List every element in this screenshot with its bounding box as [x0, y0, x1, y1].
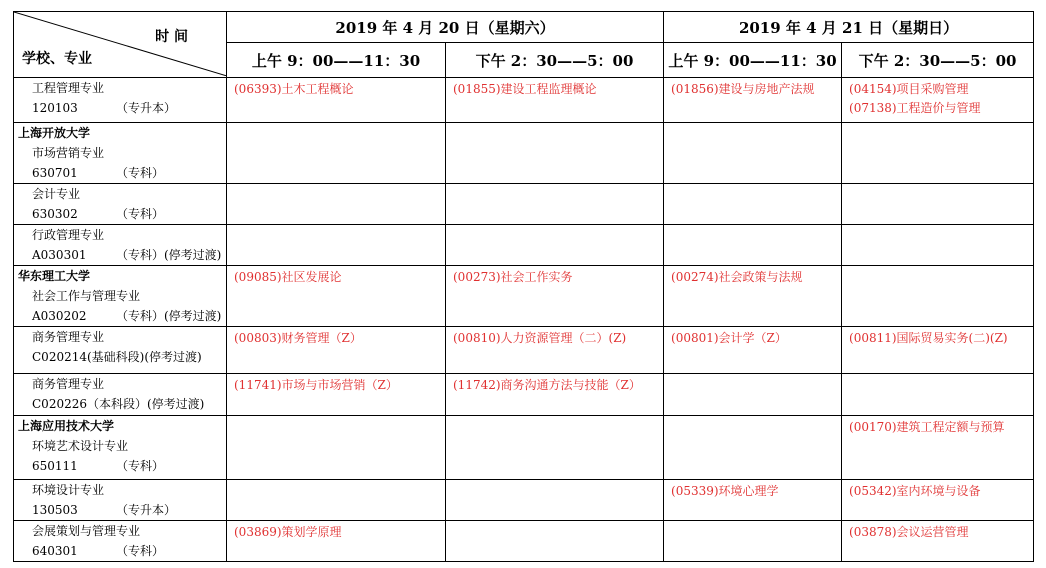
school-major-cell [14, 184, 227, 225]
major-code-line [20, 456, 224, 476]
major-code-line [20, 500, 224, 520]
schedule-body [14, 78, 1034, 562]
table-row [14, 123, 1034, 184]
course-cell [446, 123, 664, 184]
course-cell [842, 374, 1034, 416]
major-code: 640301 [32, 544, 78, 558]
major-level-note: （专科） [116, 544, 165, 558]
school-major-cell [14, 266, 227, 327]
major-name: 社会工作与管理专业 [32, 289, 141, 303]
major-level-note: （专升本） [116, 101, 177, 115]
major-code: 650111 [32, 459, 78, 473]
table-row [14, 225, 1034, 266]
course-cell [227, 184, 446, 225]
major-level-note: （专科） [116, 459, 165, 473]
major-name: 市场营销专业 [32, 146, 105, 160]
major-code: C020226（本科段） [32, 397, 147, 411]
slot-header-day2-am: 上午 9：00——11：30 [664, 43, 842, 78]
slot-header-day1-pm: 下午 2：30——5：00 [446, 43, 664, 78]
major-level-note: (停考过渡) [147, 397, 205, 411]
school-major-cell [14, 480, 227, 521]
course-entry: (00810)人力资源管理（二）(Z) [453, 331, 627, 345]
corner-time-label: 时 间 [155, 29, 188, 45]
course-cell [446, 327, 664, 374]
course-cell [446, 225, 664, 266]
major-code-line [20, 306, 224, 326]
course-entry: (03869)策划学原理 [234, 525, 342, 539]
major-code: 120103 [32, 101, 78, 115]
course-cell [227, 416, 446, 480]
course-entry: (00811)国际贸易实务(二)(Z) [849, 331, 1008, 345]
school-name: 华东理工大学 [18, 269, 91, 283]
major-level-note: （专科）(停考过渡) [116, 248, 222, 262]
school-major-cell [14, 78, 227, 123]
school-name: 上海应用技术大学 [18, 419, 115, 433]
course-cell [842, 480, 1034, 521]
major-code-line [20, 541, 224, 561]
course-cell [227, 374, 446, 416]
course-entry: (00170)建筑工程定额与预算 [849, 420, 1005, 434]
table-row [14, 266, 1034, 327]
major-name: 会计专业 [32, 187, 81, 201]
slot-header-day1-am: 上午 9：00——11：30 [227, 43, 446, 78]
major-code-line [20, 204, 224, 224]
major-level-note: （专科） [116, 166, 165, 180]
course-cell [227, 225, 446, 266]
school-major-cell [14, 416, 227, 480]
course-cell [446, 78, 664, 123]
course-entry: (05339)环境心理学 [671, 484, 779, 498]
major-level-note: （专科） [116, 207, 165, 221]
course-cell [446, 416, 664, 480]
course-entry: (07138)工程造价与管理 [849, 101, 981, 115]
school-major-cell [14, 374, 227, 416]
table-row [14, 416, 1034, 480]
course-entry: (00274)社会政策与法规 [671, 270, 803, 284]
table-row [14, 374, 1034, 416]
course-entry: (00803)财务管理（Z） [234, 331, 362, 345]
major-code: 130503 [32, 503, 78, 517]
table-row [14, 184, 1034, 225]
major-name: 行政管理专业 [32, 228, 105, 242]
course-cell [227, 327, 446, 374]
course-cell [664, 521, 842, 562]
course-cell [664, 327, 842, 374]
course-cell [446, 480, 664, 521]
major-name: 环境设计专业 [32, 483, 105, 497]
course-cell [664, 374, 842, 416]
date-header-row [14, 12, 1034, 43]
corner-school-label: 学校、专业 [22, 51, 92, 67]
course-entry: (01856)建设与房地产法规 [671, 82, 815, 96]
table-row [14, 521, 1034, 562]
table-row [14, 327, 1034, 374]
course-cell [227, 123, 446, 184]
course-cell [227, 521, 446, 562]
date-header-day1: 2019 年 4 月 20 日（星期六） [227, 12, 664, 43]
course-cell [664, 266, 842, 327]
major-name: 工程管理专业 [32, 81, 105, 95]
school-major-cell [14, 225, 227, 266]
major-code: 630701 [32, 166, 78, 180]
major-code-line [20, 163, 224, 183]
course-cell [664, 480, 842, 521]
course-cell [842, 416, 1034, 480]
school-major-cell [14, 521, 227, 562]
course-entry: (06393)土木工程概论 [234, 82, 354, 96]
major-code-line [20, 98, 224, 118]
school-major-cell [14, 327, 227, 374]
course-entry: (00801)会计学（Z） [671, 331, 787, 345]
major-code: C020214(基础科段) [32, 350, 145, 364]
major-level-note: （专升本） [116, 503, 177, 517]
major-code-line [20, 394, 224, 414]
major-code-line [20, 245, 224, 265]
course-cell [446, 266, 664, 327]
school-name: 上海开放大学 [18, 126, 91, 140]
corner-header-cell [14, 12, 227, 78]
course-entry: (09085)社区发展论 [234, 270, 342, 284]
course-entry: (11741)市场与市场营销（Z） [234, 378, 398, 392]
course-cell [664, 123, 842, 184]
course-cell [664, 416, 842, 480]
course-cell [446, 521, 664, 562]
course-entry: (03878)会议运营管理 [849, 525, 969, 539]
course-cell [446, 184, 664, 225]
date-header-day2: 2019 年 4 月 21 日（星期日） [664, 12, 1034, 43]
course-cell [227, 266, 446, 327]
major-code: A030202 [32, 309, 87, 323]
major-level-note: （专科）(停考过渡) [116, 309, 222, 323]
course-entry: (00273)社会工作实务 [453, 270, 573, 284]
major-code: 630302 [32, 207, 78, 221]
major-name: 环境艺术设计专业 [32, 439, 129, 453]
course-cell [227, 480, 446, 521]
course-entry: (11742)商务沟通方法与技能（Z） [453, 378, 641, 392]
course-entry: (04154)项目采购管理 [849, 82, 969, 96]
course-cell [446, 374, 664, 416]
course-cell [842, 225, 1034, 266]
school-major-cell [14, 123, 227, 184]
course-cell [842, 521, 1034, 562]
course-cell [842, 266, 1034, 327]
course-cell [842, 184, 1034, 225]
major-name: 商务管理专业 [32, 330, 105, 344]
table-row [14, 78, 1034, 123]
major-name: 会展策划与管理专业 [32, 524, 141, 538]
slot-header-day2-pm: 下午 2：30——5：00 [842, 43, 1034, 78]
course-cell [227, 78, 446, 123]
table-row [14, 480, 1034, 521]
course-cell [842, 78, 1034, 123]
course-cell [842, 327, 1034, 374]
course-cell [842, 123, 1034, 184]
course-cell [664, 184, 842, 225]
course-entry: (01855)建设工程监理概论 [453, 82, 597, 96]
major-code-line [20, 347, 224, 367]
major-level-note: (停考过渡) [144, 350, 202, 364]
exam-schedule-table [13, 11, 1034, 562]
course-cell [664, 78, 842, 123]
course-entry: (05342)室内环境与设备 [849, 484, 981, 498]
course-cell [664, 225, 842, 266]
major-code: A030301 [32, 248, 87, 262]
major-name: 商务管理专业 [32, 377, 105, 391]
